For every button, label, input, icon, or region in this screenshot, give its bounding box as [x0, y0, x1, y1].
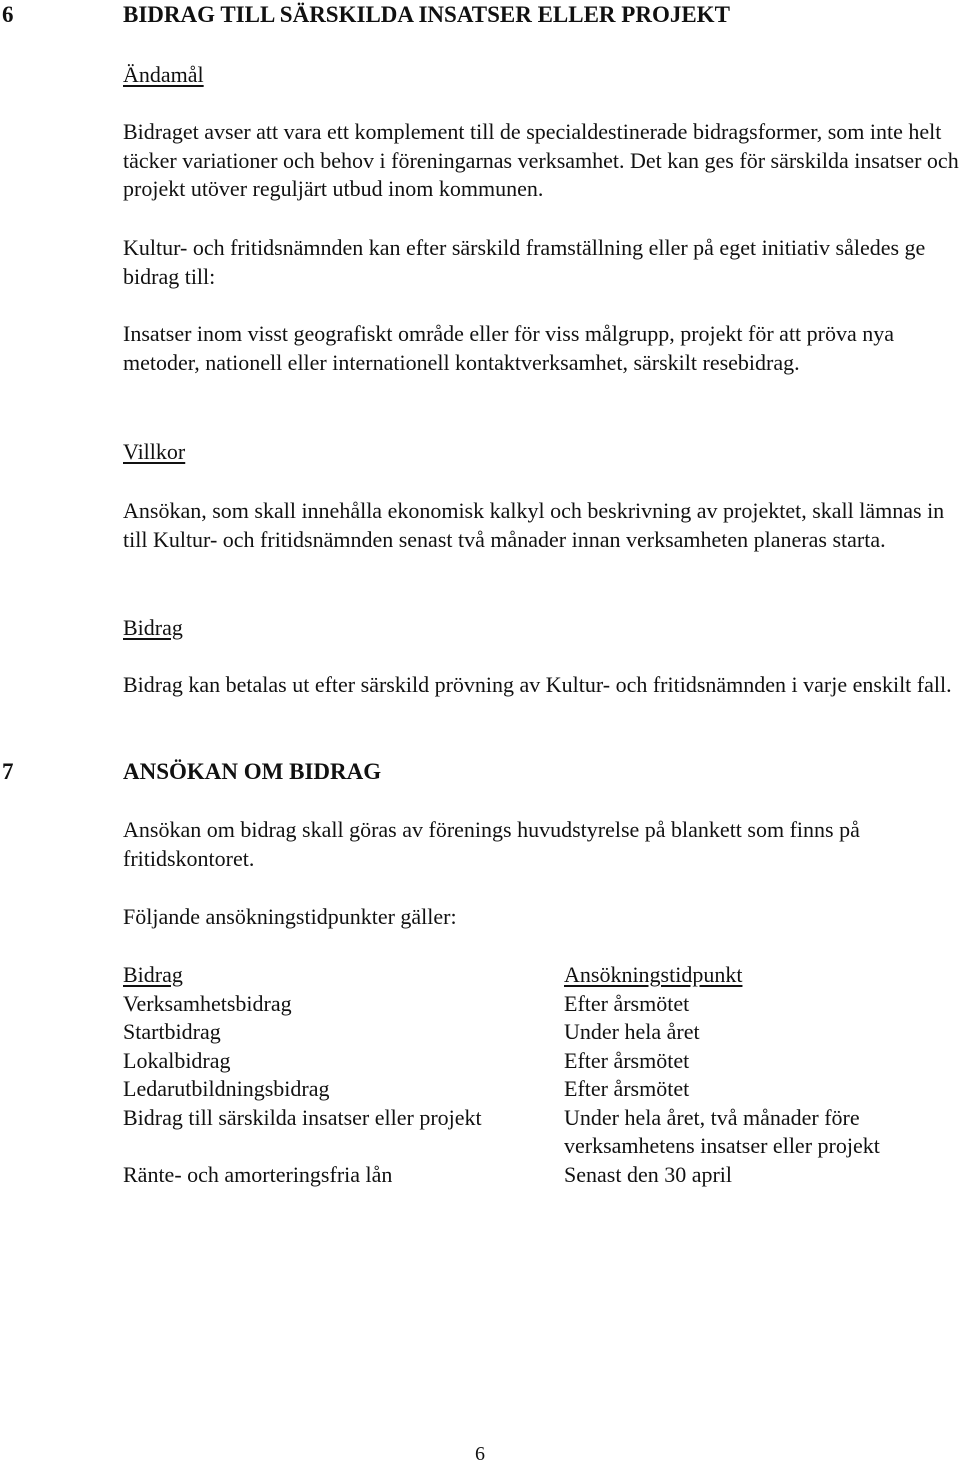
grant-paragraph: Bidrag kan betalas ut efter särskild prövning av Kultur- och fritidsnämnden i varje enskilt fall.	[123, 672, 952, 697]
table-cell-time: Efter årsmötet	[564, 1047, 690, 1073]
application-paragraph-1: Ansökan om bidrag skall göras av förenings huvudstyrelse på blankett som finns på fritidskontoret.	[123, 817, 860, 871]
table-row	[123, 1018, 959, 1047]
table-cell-time: Under hela året	[564, 1019, 700, 1044]
application-times-table	[123, 961, 959, 1189]
table-row	[123, 1075, 959, 1104]
purpose-paragraph-1: Bidraget avser att vara ett komplement till de specialdestinerade bidragsformer, som inte helt täcker variationer och behov i föreningarnas verksamhet. Det kan ges för särskilda insatser och projekt utöver reguljärt utbud inom kommunen.	[123, 119, 959, 201]
table-cell-grant: Ränte- och amorteringsfria lån	[123, 1161, 393, 1187]
table-header-time: Ansökningstidpunkt	[564, 962, 743, 987]
purpose-paragraph-2: Kultur- och fritidsnämnden kan efter särskild framställning eller på eget initiativ således ge bidrag till:	[123, 235, 926, 289]
table-header-grant: Bidrag	[123, 962, 183, 987]
table-cell-grant: Verksamhetsbidrag	[123, 990, 292, 1016]
section-title: ANSÖKAN OM BIDRAG	[123, 759, 382, 784]
table-cell-grant: Startbidrag	[123, 1019, 221, 1044]
application-paragraph-2: Följande ansökningstidpunkter gäller:	[123, 904, 457, 929]
table-cell-time: Senast den 30 april	[564, 1161, 733, 1187]
section-number: 7	[2, 759, 14, 784]
page-number: 6	[475, 1443, 485, 1465]
table-cell-time: Efter årsmötet	[564, 1076, 690, 1101]
table-cell-time: Under hela året, två månader före verksamhetens insatser eller projekt	[564, 1104, 880, 1158]
section-title: BIDRAG TILL SÄRSKILDA INSATSER ELLER PROJEKT	[123, 2, 730, 27]
section-number: 6	[2, 2, 14, 27]
table-row	[123, 1161, 959, 1190]
table-header-row	[123, 961, 959, 990]
table-row	[123, 990, 959, 1019]
table-cell-grant: Bidrag till särskilda insatser eller projekt	[123, 1104, 482, 1130]
purpose-heading: Ändamål	[123, 62, 204, 87]
grant-heading: Bidrag	[123, 615, 183, 640]
table-cell-time: Efter årsmötet	[564, 990, 690, 1016]
table-cell-grant: Ledarutbildningsbidrag	[123, 1076, 330, 1101]
conditions-heading: Villkor	[123, 439, 186, 464]
purpose-paragraph-3: Insatser inom visst geografiskt område eller för viss målgrupp, projekt för att pröva nya metoder, nationell eller internationell kontaktverksamhet, särskilt resebidrag.	[123, 321, 895, 375]
table-row	[123, 1104, 959, 1161]
table-row	[123, 1047, 959, 1076]
conditions-paragraph: Ansökan, som skall innehålla ekonomisk kalkyl och beskrivning av projektet, skall lämnas in till Kultur- och fritidsnämnden senast två månader innan verksamheten planeras starta.	[123, 498, 945, 552]
table-cell-grant: Lokalbidrag	[123, 1047, 231, 1073]
